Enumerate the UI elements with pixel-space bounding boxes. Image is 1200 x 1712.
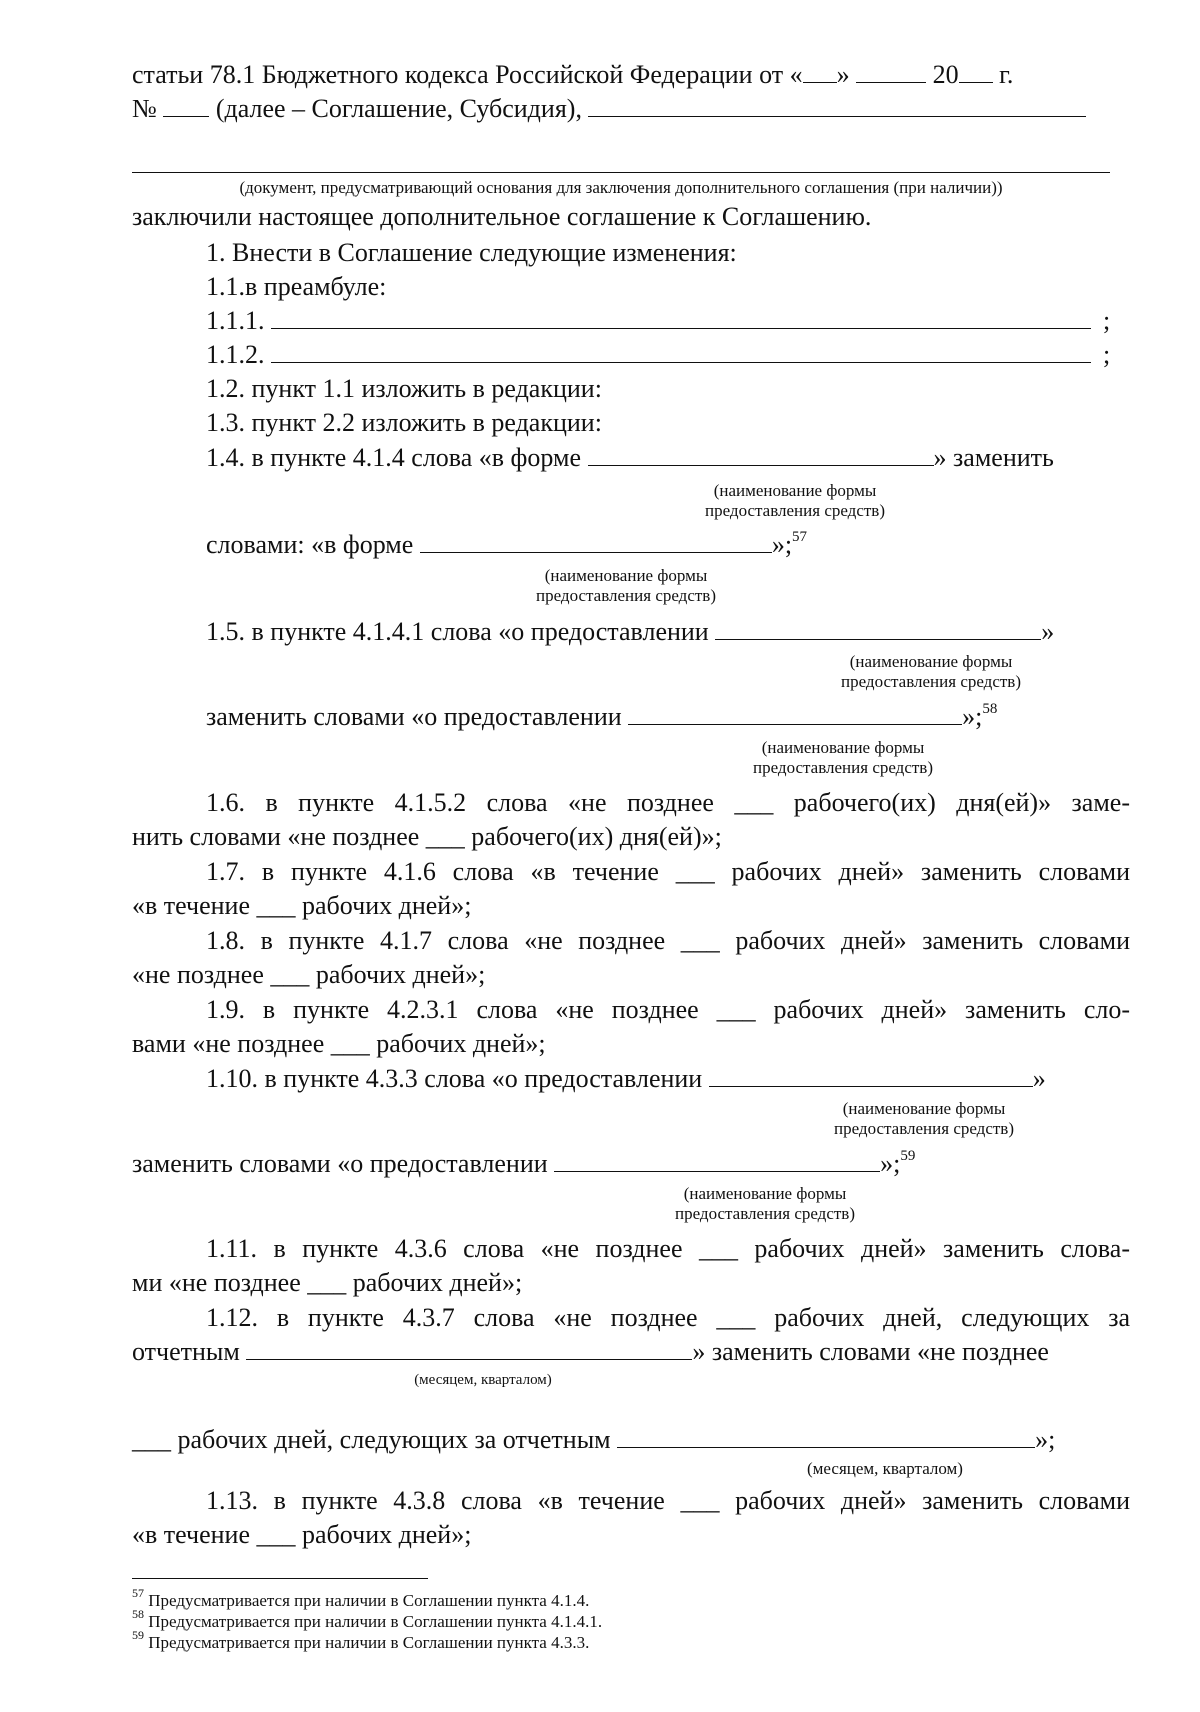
footnote-ref: 59 — [900, 1148, 916, 1165]
semicolon: ; — [1103, 306, 1111, 335]
item-1-11-line-2: ми «не позднее ___ рабочих дней»; — [132, 1268, 523, 1297]
caption-line: (наименование формы — [842, 1099, 1006, 1118]
item-text: ___ рабочих дней, следующих за отчетным — [132, 1425, 618, 1454]
item-1-13-line-1: 1.13. в пункте 4.3.8 слова «в течение ___ рабочих дней» заменить словами — [206, 1486, 1130, 1515]
form-blank — [715, 617, 1041, 640]
caption-line: предоставления средств) — [705, 501, 885, 520]
item-text: »; — [1035, 1425, 1056, 1454]
item-text: » — [1041, 617, 1055, 646]
item-text: » заменить — [933, 443, 1054, 472]
day-blank — [803, 60, 837, 83]
preamble-text: статьи 78.1 Бюджетного кодекса Российской Федерации от « — [132, 60, 803, 89]
form-blank — [709, 1064, 1033, 1087]
document-underline — [132, 172, 1110, 173]
item-1-7-line-1: 1.7. в пункте 4.1.6 слова «в течение ___ рабочих дней» заменить словами — [206, 857, 1130, 886]
number-blank — [163, 94, 209, 117]
form-blank — [588, 443, 934, 466]
form-caption-5 — [762, 1099, 1086, 1139]
footnote-text: Предусматривается при наличии в Соглашении пункта 4.1.4. — [148, 1591, 590, 1610]
preamble-text: » — [836, 60, 857, 89]
caption-line: (наименование формы — [544, 566, 708, 585]
preamble-text: 20 — [926, 60, 959, 89]
footnote-ref: 58 — [982, 701, 998, 718]
footnote-ref: 57 — [792, 529, 808, 546]
period-caption-2: (месяцем, кварталом) — [807, 1459, 963, 1478]
form-caption-3 — [768, 652, 1094, 692]
form-caption-1 — [622, 481, 968, 521]
item-1-9-line-2: вами «не позднее ___ рабочих дней»; — [132, 1029, 546, 1058]
item-1-1-2 — [206, 340, 1110, 370]
year-blank — [959, 60, 993, 83]
item-text: заменить словами «о предоставлении — [132, 1149, 555, 1178]
item-1-5 — [206, 617, 1054, 647]
concluded-line: заключили настоящее дополнительное соглашение к Соглашению. — [132, 202, 872, 231]
item-1: 1. Внести в Соглашение следующие изменения: — [206, 238, 737, 267]
item-label: 1.1.2. — [206, 340, 271, 369]
caption-line: (наименование формы — [683, 1184, 847, 1203]
fill-blank — [271, 340, 1091, 363]
item-text: словами: «в форме — [206, 530, 420, 559]
item-1-4-cont — [206, 530, 807, 560]
caption-line: (наименование формы — [713, 481, 877, 500]
month-blank — [856, 60, 926, 83]
caption-line: предоставления средств) — [536, 586, 716, 605]
item-1-1-1 — [206, 306, 1110, 336]
form-caption-2 — [450, 566, 802, 606]
item-text: отчетным — [132, 1337, 247, 1366]
item-text: 1.5. в пункте 4.1.4.1 слова «о предоставлении — [206, 617, 716, 646]
item-text: 1.4. в пункте 4.1.4 слова «в форме — [206, 443, 588, 472]
footnote-number: 58 — [132, 1607, 144, 1622]
preamble-line-2 — [132, 94, 1086, 124]
document-blank — [588, 94, 1086, 117]
item-1-13-line-2: «в течение ___ рабочих дней»; — [132, 1520, 472, 1549]
item-text: »; — [771, 530, 793, 559]
item-1-7-line-2: «в течение ___ рабочих дней»; — [132, 891, 472, 920]
preamble-text: № — [132, 94, 164, 123]
preamble-line-1 — [132, 60, 1013, 90]
item-1-8-line-2: «не позднее ___ рабочих дней»; — [132, 960, 486, 989]
caption-line: (наименование формы — [761, 738, 925, 757]
caption-line: предоставления средств) — [753, 758, 933, 777]
period-caption-1: (месяцем, кварталом) — [414, 1372, 552, 1388]
caption-line: (наименование формы — [849, 652, 1013, 671]
item-1-12-line-1: 1.12. в пункте 4.3.7 слова «не позднее ___ рабочих дней, следующих за — [206, 1303, 1130, 1332]
item-text: » заменить словами «не позднее — [692, 1337, 1049, 1366]
footnote-59 — [132, 1628, 590, 1653]
period-blank — [246, 1337, 692, 1360]
form-blank — [554, 1149, 880, 1172]
item-1-6-line-1: 1.6. в пункте 4.1.5.2 слова «не позднее ___ рабочего(их) дня(ей)» заме- — [206, 788, 1130, 817]
footnote-text: Предусматривается при наличии в Соглашении пункта 4.1.4.1. — [148, 1612, 603, 1631]
preamble-text: (далее – Соглашение, Субсидия), — [209, 94, 589, 123]
item-1-5-cont — [206, 702, 997, 732]
footnote-57 — [132, 1586, 590, 1611]
form-blank — [420, 530, 772, 553]
footnote-text: Предусматривается при наличии в Соглашении пункта 4.3.3. — [148, 1633, 590, 1652]
item-text: » — [1032, 1064, 1046, 1093]
item-label: 1.1.1. — [206, 306, 271, 335]
caption-line: предоставления средств) — [675, 1204, 855, 1223]
item-1-9-line-1: 1.9. в пункте 4.2.3.1 слова «не позднее ___ рабочих дней» заменить сло- — [206, 995, 1130, 1024]
caption-line: предоставления средств) — [834, 1119, 1014, 1138]
document-caption: (документ, предусматривающий основания для заключения дополнительного соглашения (при наличии)) — [239, 178, 1003, 197]
caption-line: предоставления средств) — [841, 672, 1021, 691]
fill-blank — [271, 306, 1091, 329]
item-1-11-line-1: 1.11. в пункте 4.3.6 слова «не позднее ___ рабочих дней» заменить слова- — [206, 1234, 1130, 1263]
form-blank — [628, 702, 962, 725]
item-1-6-line-2: нить словами «не позднее ___ рабочего(их) дня(ей)»; — [132, 822, 722, 851]
item-text: »; — [880, 1149, 901, 1178]
item-text: »; — [962, 702, 983, 731]
footnote-number: 59 — [132, 1628, 144, 1643]
item-1-4 — [206, 443, 1054, 473]
period-blank — [617, 1425, 1035, 1448]
item-1-3: 1.3. пункт 2.2 изложить в редакции: — [206, 408, 602, 437]
item-1-10 — [206, 1064, 1046, 1094]
item-1-12-line-3 — [132, 1425, 1055, 1455]
preamble-text: г. — [992, 60, 1014, 89]
form-caption-4 — [676, 738, 1010, 778]
footnote-separator — [132, 1578, 428, 1579]
item-text: заменить словами «о предоставлении — [206, 702, 629, 731]
item-1-8-line-1: 1.8. в пункте 4.1.7 слова «не позднее ___ рабочих дней» заменить словами — [206, 926, 1130, 955]
item-text: 1.10. в пункте 4.3.3 слова «о предоставлении — [206, 1064, 709, 1093]
form-caption-6 — [602, 1184, 928, 1224]
footnote-number: 57 — [132, 1586, 144, 1601]
semicolon: ; — [1103, 340, 1111, 369]
footnote-58 — [132, 1607, 603, 1632]
item-1-10-cont — [132, 1149, 915, 1179]
item-1-1: 1.1.в преамбуле: — [206, 272, 387, 301]
item-1-2: 1.2. пункт 1.1 изложить в редакции: — [206, 374, 602, 403]
item-1-12-line-2 — [132, 1337, 1049, 1367]
